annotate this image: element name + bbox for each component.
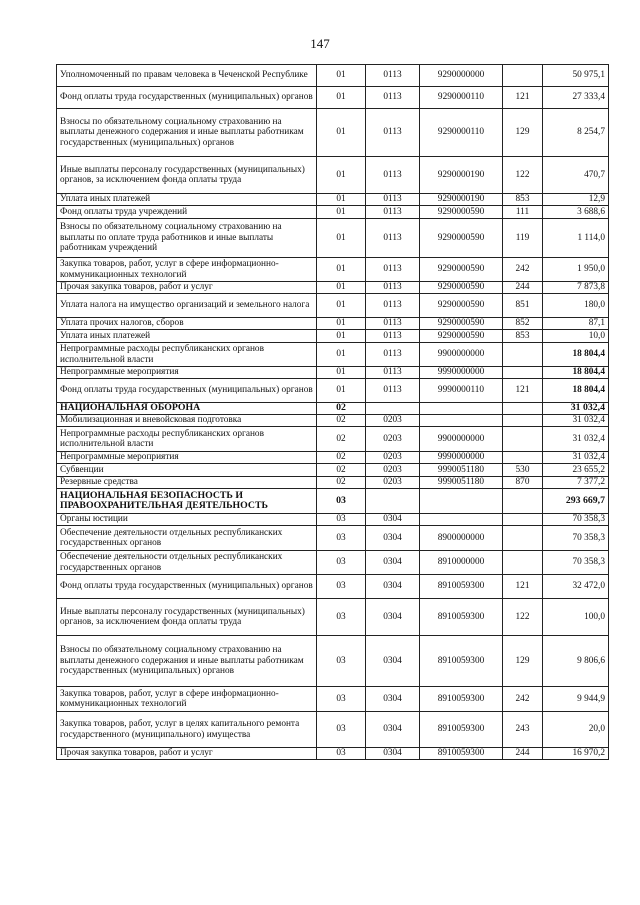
section-code-cell: 01 — [317, 343, 366, 367]
expense-type-cell: 852 — [503, 318, 543, 330]
amount-cell: 70 358,3 — [543, 526, 609, 551]
section-code-cell: 01 — [317, 157, 366, 194]
expense-type-cell: 121 — [503, 575, 543, 599]
subsection-code-cell: 0113 — [366, 343, 420, 367]
expense-type-cell: 121 — [503, 379, 543, 403]
target-article-cell: 8900000000 — [420, 526, 503, 551]
table-row — [57, 403, 609, 415]
amount-cell: 10,0 — [543, 330, 609, 343]
target-article-cell: 8910059300 — [420, 599, 503, 636]
expense-name-cell: Резервные средства — [57, 477, 317, 489]
table-row — [57, 219, 609, 258]
subsection-code-cell: 0113 — [366, 194, 420, 206]
subsection-code-cell: 0304 — [366, 551, 420, 575]
amount-cell: 70 358,3 — [543, 551, 609, 575]
expense-name-cell: Обеспечение деятельности отдельных республиканских государственных органов — [57, 526, 317, 551]
table-row — [57, 157, 609, 194]
amount-cell: 18 804,4 — [543, 367, 609, 379]
target-article-cell: 9900000000 — [420, 343, 503, 367]
section-code-cell: 01 — [317, 367, 366, 379]
table-row — [57, 65, 609, 87]
expense-type-cell: 129 — [503, 109, 543, 157]
expense-type-cell: 851 — [503, 294, 543, 318]
table-row — [57, 599, 609, 636]
expense-name-cell: Закупка товаров, работ, услуг в целях капитального ремонта государственного (муниципального) имущества — [57, 712, 317, 748]
target-article-cell: 9290000590 — [420, 294, 503, 318]
section-code-cell: 01 — [317, 294, 366, 318]
expense-name-cell: Обеспечение деятельности отдельных республиканских государственных органов — [57, 551, 317, 575]
expense-type-cell — [503, 403, 543, 415]
section-code-cell: 02 — [317, 452, 366, 464]
target-article-cell: 9290000110 — [420, 109, 503, 157]
table-row — [57, 367, 609, 379]
expense-name-cell: Непрограммные расходы республиканских органов исполнительной власти — [57, 427, 317, 452]
subsection-code-cell: 0304 — [366, 514, 420, 526]
budget-table-body — [57, 65, 609, 760]
expense-name-cell: Непрограммные мероприятия — [57, 367, 317, 379]
expense-type-cell: 129 — [503, 636, 543, 687]
expense-name-cell: Закупка товаров, работ, услуг в сфере информационно-коммуникационных технологий — [57, 258, 317, 282]
target-article-cell: 8910059300 — [420, 687, 503, 712]
subsection-code-cell: 0113 — [366, 330, 420, 343]
subsection-code-cell: 0113 — [366, 367, 420, 379]
section-code-cell: 01 — [317, 194, 366, 206]
table-row — [57, 748, 609, 760]
section-code-cell: 01 — [317, 379, 366, 403]
expense-name-cell: Фонд оплаты труда государственных (муниципальных) органов — [57, 87, 317, 109]
target-article-cell: 9290000190 — [420, 157, 503, 194]
expense-name-cell: Непрограммные мероприятия — [57, 452, 317, 464]
section-code-cell: 03 — [317, 599, 366, 636]
expense-name-cell: Иные выплаты персоналу государственных (муниципальных) органов, за исключением фонда оплаты труда — [57, 599, 317, 636]
expense-type-cell: 530 — [503, 464, 543, 477]
table-row — [57, 330, 609, 343]
table-row — [57, 194, 609, 206]
subsection-code-cell: 0203 — [366, 477, 420, 489]
amount-cell: 7 377,2 — [543, 477, 609, 489]
subsection-code-cell: 0203 — [366, 415, 420, 427]
subsection-code-cell — [366, 489, 420, 514]
expense-name-cell: Закупка товаров, работ, услуг в сфере информационно-коммуникационных технологий — [57, 687, 317, 712]
subsection-code-cell: 0113 — [366, 109, 420, 157]
subsection-code-cell: 0304 — [366, 748, 420, 760]
target-article-cell — [420, 489, 503, 514]
table-row — [57, 712, 609, 748]
expense-type-cell: 853 — [503, 194, 543, 206]
target-article-cell: 9990000000 — [420, 367, 503, 379]
expense-type-cell: 853 — [503, 330, 543, 343]
section-code-cell: 03 — [317, 636, 366, 687]
amount-cell: 23 655,2 — [543, 464, 609, 477]
section-code-cell: 01 — [317, 206, 366, 219]
table-row — [57, 636, 609, 687]
expense-type-cell: 244 — [503, 748, 543, 760]
expense-name-cell: Уплата иных платежей — [57, 330, 317, 343]
target-article-cell: 9290000590 — [420, 206, 503, 219]
amount-cell: 31 032,4 — [543, 403, 609, 415]
subsection-code-cell: 0304 — [366, 687, 420, 712]
amount-cell: 87,1 — [543, 318, 609, 330]
expense-name-cell: Взносы по обязательному социальному страхованию на выплаты по оплате труда работников и иные выплаты работникам учреждений — [57, 219, 317, 258]
expense-type-cell — [503, 343, 543, 367]
section-code-cell: 02 — [317, 427, 366, 452]
target-article-cell: 9290000590 — [420, 330, 503, 343]
target-article-cell: 8910059300 — [420, 712, 503, 748]
amount-cell: 18 804,4 — [543, 343, 609, 367]
subsection-code-cell: 0304 — [366, 712, 420, 748]
section-code-cell: 01 — [317, 258, 366, 282]
expense-type-cell — [503, 514, 543, 526]
expense-name-cell: Взносы по обязательному социальному страхованию на выплаты денежного содержания и иные выплаты работникам государственных (муниципальных) органов — [57, 636, 317, 687]
target-article-cell: 9290000590 — [420, 258, 503, 282]
expense-type-cell: 122 — [503, 599, 543, 636]
subsection-code-cell: 0304 — [366, 526, 420, 551]
section-code-cell: 01 — [317, 330, 366, 343]
table-row — [57, 526, 609, 551]
table-row — [57, 427, 609, 452]
subsection-code-cell: 0304 — [366, 636, 420, 687]
target-article-cell — [420, 415, 503, 427]
amount-cell: 20,0 — [543, 712, 609, 748]
expense-name-cell: Мобилизационная и вневойсковая подготовка — [57, 415, 317, 427]
section-code-cell: 01 — [317, 109, 366, 157]
subsection-code-cell: 0203 — [366, 464, 420, 477]
subsection-code-cell: 0203 — [366, 427, 420, 452]
table-row — [57, 415, 609, 427]
subsection-code-cell: 0113 — [366, 87, 420, 109]
target-article-cell: 8910059300 — [420, 748, 503, 760]
subsection-code-cell: 0113 — [366, 65, 420, 87]
amount-cell: 50 975,1 — [543, 65, 609, 87]
target-article-cell — [420, 403, 503, 415]
amount-cell: 18 804,4 — [543, 379, 609, 403]
section-code-cell: 03 — [317, 748, 366, 760]
expense-type-cell: 119 — [503, 219, 543, 258]
table-row — [57, 206, 609, 219]
section-code-cell: 03 — [317, 687, 366, 712]
expense-type-cell — [503, 526, 543, 551]
section-code-cell: 02 — [317, 415, 366, 427]
section-code-cell: 03 — [317, 551, 366, 575]
expense-name-cell: Уплата налога на имущество организаций и земельного налога — [57, 294, 317, 318]
expense-name-cell: Прочая закупка товаров, работ и услуг — [57, 748, 317, 760]
subsection-code-cell: 0113 — [366, 258, 420, 282]
amount-cell: 7 873,8 — [543, 282, 609, 294]
amount-cell: 470,7 — [543, 157, 609, 194]
subsection-code-cell: 0304 — [366, 575, 420, 599]
section-code-cell: 02 — [317, 477, 366, 489]
table-row — [57, 477, 609, 489]
section-code-cell: 02 — [317, 403, 366, 415]
amount-cell: 100,0 — [543, 599, 609, 636]
table-row — [57, 514, 609, 526]
expense-type-cell — [503, 367, 543, 379]
expense-name-cell: Органы юстиции — [57, 514, 317, 526]
expense-name-cell: НАЦИОНАЛЬНАЯ ОБОРОНА — [57, 403, 317, 415]
target-article-cell: 9990051180 — [420, 464, 503, 477]
expense-type-cell: 244 — [503, 282, 543, 294]
amount-cell: 32 472,0 — [543, 575, 609, 599]
section-code-cell: 01 — [317, 282, 366, 294]
target-article-cell: 8910059300 — [420, 575, 503, 599]
amount-cell: 31 032,4 — [543, 427, 609, 452]
table-row — [57, 551, 609, 575]
table-row — [57, 489, 609, 514]
expense-type-cell: 121 — [503, 87, 543, 109]
expense-type-cell: 242 — [503, 687, 543, 712]
expense-type-cell — [503, 65, 543, 87]
subsection-code-cell: 0113 — [366, 294, 420, 318]
section-code-cell: 03 — [317, 489, 366, 514]
target-article-cell: 9290000590 — [420, 318, 503, 330]
amount-cell: 9 806,6 — [543, 636, 609, 687]
subsection-code-cell: 0113 — [366, 206, 420, 219]
table-row — [57, 87, 609, 109]
expense-name-cell: Взносы по обязательному социальному страхованию на выплаты денежного содержания и иные выплаты работникам государственных (муниципальных) органов — [57, 109, 317, 157]
amount-cell: 293 669,7 — [543, 489, 609, 514]
table-row — [57, 452, 609, 464]
expense-name-cell: Уполномоченный по правам человека в Чеченской Республике — [57, 65, 317, 87]
subsection-code-cell: 0203 — [366, 452, 420, 464]
amount-cell: 31 032,4 — [543, 452, 609, 464]
subsection-code-cell: 0113 — [366, 219, 420, 258]
subsection-code-cell: 0304 — [366, 599, 420, 636]
section-code-cell: 03 — [317, 514, 366, 526]
amount-cell: 70 358,3 — [543, 514, 609, 526]
expense-name-cell: Фонд оплаты труда учреждений — [57, 206, 317, 219]
subsection-code-cell: 0113 — [366, 282, 420, 294]
amount-cell: 9 944,9 — [543, 687, 609, 712]
target-article-cell: 9290000110 — [420, 87, 503, 109]
amount-cell: 16 970,2 — [543, 748, 609, 760]
subsection-code-cell — [366, 403, 420, 415]
target-article-cell: 9990000000 — [420, 452, 503, 464]
amount-cell: 1 950,0 — [543, 258, 609, 282]
expense-name-cell: Фонд оплаты труда государственных (муниципальных) органов — [57, 575, 317, 599]
expense-type-cell: 870 — [503, 477, 543, 489]
target-article-cell: 9290000590 — [420, 219, 503, 258]
table-row — [57, 294, 609, 318]
table-row — [57, 464, 609, 477]
expense-type-cell — [503, 452, 543, 464]
expense-name-cell: Непрограммные расходы республиканских органов исполнительной власти — [57, 343, 317, 367]
section-code-cell: 03 — [317, 526, 366, 551]
section-code-cell: 01 — [317, 219, 366, 258]
subsection-code-cell: 0113 — [366, 318, 420, 330]
expense-name-cell: Уплата прочих налогов, сборов — [57, 318, 317, 330]
section-code-cell: 01 — [317, 87, 366, 109]
table-row — [57, 575, 609, 599]
expense-type-cell — [503, 489, 543, 514]
target-article-cell — [420, 514, 503, 526]
expense-type-cell — [503, 415, 543, 427]
amount-cell: 1 114,0 — [543, 219, 609, 258]
expense-type-cell: 111 — [503, 206, 543, 219]
page-number: 147 — [310, 36, 330, 51]
target-article-cell: 9290000590 — [420, 282, 503, 294]
table-row — [57, 687, 609, 712]
target-article-cell: 8910059300 — [420, 636, 503, 687]
amount-cell: 31 032,4 — [543, 415, 609, 427]
section-code-cell: 02 — [317, 464, 366, 477]
section-code-cell: 03 — [317, 575, 366, 599]
expense-name-cell: Иные выплаты персоналу государственных (муниципальных) органов, за исключением фонда оплаты труда — [57, 157, 317, 194]
expense-type-cell — [503, 427, 543, 452]
table-row — [57, 109, 609, 157]
target-article-cell: 9290000190 — [420, 194, 503, 206]
amount-cell: 3 688,6 — [543, 206, 609, 219]
expense-name-cell: Субвенции — [57, 464, 317, 477]
target-article-cell: 9900000000 — [420, 427, 503, 452]
expense-type-cell: 122 — [503, 157, 543, 194]
table-row — [57, 343, 609, 367]
expense-type-cell — [503, 551, 543, 575]
target-article-cell: 9990000110 — [420, 379, 503, 403]
table-row — [57, 258, 609, 282]
table-row — [57, 379, 609, 403]
subsection-code-cell: 0113 — [366, 379, 420, 403]
section-code-cell: 03 — [317, 712, 366, 748]
expense-type-cell: 242 — [503, 258, 543, 282]
expense-name-cell: Фонд оплаты труда государственных (муниципальных) органов — [57, 379, 317, 403]
amount-cell: 27 333,4 — [543, 87, 609, 109]
target-article-cell: 8910000000 — [420, 551, 503, 575]
amount-cell: 8 254,7 — [543, 109, 609, 157]
amount-cell: 180,0 — [543, 294, 609, 318]
table-row — [57, 282, 609, 294]
subsection-code-cell: 0113 — [366, 157, 420, 194]
target-article-cell: 9990051180 — [420, 477, 503, 489]
section-code-cell: 01 — [317, 318, 366, 330]
table-row — [57, 318, 609, 330]
expense-type-cell: 243 — [503, 712, 543, 748]
amount-cell: 12,9 — [543, 194, 609, 206]
expense-name-cell: Уплата иных платежей — [57, 194, 317, 206]
expense-name-cell: Прочая закупка товаров, работ и услуг — [57, 282, 317, 294]
target-article-cell: 9290000000 — [420, 65, 503, 87]
section-code-cell: 01 — [317, 65, 366, 87]
budget-table — [56, 64, 609, 760]
expense-name-cell: НАЦИОНАЛЬНАЯ БЕЗОПАСНОСТЬ И ПРАВООХРАНИТЕЛЬНАЯ ДЕЯТЕЛЬНОСТЬ — [57, 489, 317, 514]
